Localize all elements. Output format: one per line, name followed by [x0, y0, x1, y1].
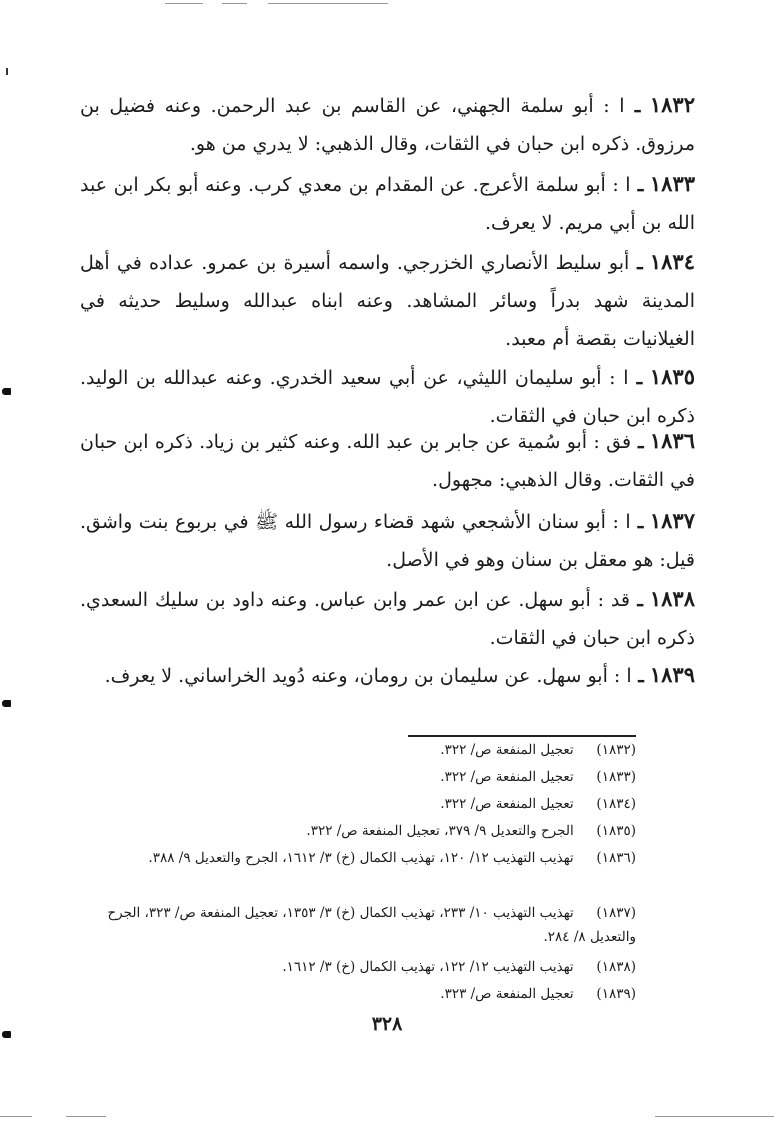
- entry-number: ١٨٣٥: [649, 364, 695, 389]
- footnote-ref: (١٨٣٥): [596, 823, 636, 839]
- footnote-ref: (١٨٣٤): [596, 796, 636, 812]
- footnote-ref: (١٨٣٦): [596, 850, 636, 866]
- footnote-separator: [408, 735, 636, 737]
- entry-1836: [80, 422, 695, 499]
- entry-dash: ـ: [628, 367, 643, 389]
- margin-tick-mark: [6, 68, 8, 75]
- entry-dash: ـ: [624, 95, 641, 117]
- footnote-text: تعجيل المنفعة ص/ ٣٢٣.: [440, 986, 574, 1002]
- footnote-text: تهذيب التهذيب ١٠/ ٢٣٣، تهذيب الكمال (خ) ٣/ ١٣٥٣، تعجيل المنفعة ص/ ٣٢٣، الجرح والتعديل ٨/ ٢٨٤.: [107, 905, 636, 945]
- footnote-1835: [80, 819, 636, 843]
- entry-1837: [80, 502, 695, 579]
- footnote-text: تهذيب التهذيب ١٢/ ١٢٢، تهذيب الكمال (خ) ٣/ ١٦١٢.: [282, 959, 574, 975]
- entry-1832: [80, 86, 695, 163]
- footnote-ref: (١٨٣٢): [596, 742, 636, 758]
- entry-number: ١٨٣٩: [649, 662, 695, 687]
- entry-number: ١٨٣٣: [649, 171, 696, 196]
- entry-1838: [80, 580, 695, 657]
- page-number: ٣٢٨: [371, 1013, 403, 1035]
- entry-number: ١٨٣٨: [649, 586, 695, 611]
- footnote-ref: (١٨٣٧): [596, 905, 636, 921]
- entry-dash: ـ: [629, 589, 643, 611]
- entry-number: ١٨٣٧: [649, 508, 695, 533]
- entry-text: فق : أبو سُمية عن جابر بن عبد الله. وعنه كثير بن زياد. ذكره ابن حبان في الثقات. وقال الذهبي: مجهول.: [80, 431, 695, 491]
- footnote-text: تعجيل المنفعة ص/ ٣٢٢.: [440, 796, 574, 812]
- footnote-text: تعجيل المنفعة ص/ ٣٢٢.: [440, 742, 574, 758]
- entry-1834: [80, 243, 695, 358]
- entry-dash: ـ: [630, 174, 644, 196]
- entry-text: ا : أبو سهل. عن سليمان بن رومان، وعنه دُويد الخراساني. لا يعرف.: [104, 665, 632, 687]
- footnote-1834: [80, 792, 636, 816]
- entry-number: ١٨٣٢: [649, 92, 695, 117]
- entry-dash: ـ: [631, 431, 644, 453]
- entry-1833: [80, 165, 695, 242]
- footnote-1832: [80, 738, 636, 762]
- scan-edge-line: [66, 1116, 106, 1117]
- footnote-1839: [80, 982, 636, 1006]
- scan-edge-line: [655, 1116, 774, 1117]
- footnote-text: الجرح والتعديل ٩/ ٣٧٩، تعجيل المنفعة ص/ ٣٢٢.: [306, 823, 574, 839]
- entry-text: أبو سليط الأنصاري الخزرجي. واسمه أسيرة بن عمرو. عداده في أهل المدينة شهد بدراً وسائر المشاهد. وعنه ابناه عبدالله وسليط حديثه في الغيلانيات بقصة أم معبد.: [80, 252, 695, 350]
- footnote-text: تهذيب التهذيب ١٢/ ١٢٠، تهذيب الكمال (خ) ٣/ ١٦١٢، الجرح والتعديل ٩/ ٣٨٨.: [148, 850, 574, 866]
- entry-dash: ـ: [631, 665, 644, 687]
- entry-text: ا : أبو سليمان الليثي، عن أبي سعيد الخدري. وعنه عبدالله بن الوليد. ذكره ابن حبان في الثقات.: [80, 367, 695, 427]
- scan-edge-line: [268, 3, 388, 4]
- footnote-ref: (١٨٣٩): [596, 986, 636, 1002]
- footnote-ref: (١٨٣٣): [596, 769, 636, 785]
- entry-dash: ـ: [630, 511, 644, 533]
- entry-text: ا : أبو سنان الأشجعي شهد قضاء رسول الله ﷺ في بربوع بنت واشق. قيل: هو معقل بن سنان وهو في الأصل.: [80, 511, 695, 571]
- entry-number: ١٨٣٦: [649, 428, 695, 453]
- entry-text: قد : أبو سهل. عن ابن عمر وابن عباس. وعنه داود بن سليك السعدي. ذكره ابن حبان في الثقات.: [80, 589, 695, 649]
- entry-1839: [80, 656, 695, 695]
- binding-hole-mark: [2, 388, 11, 395]
- binding-hole-mark: [2, 700, 11, 707]
- entry-number: ١٨٣٤: [649, 249, 695, 274]
- entry-text: ا : أبو سلمة الأعرج. عن المقدام بن معدي كرب. وعنه أبو بكر ابن عبد الله بن أبي مريم. لا يعرف.: [80, 174, 695, 234]
- entry-dash: ـ: [629, 252, 643, 274]
- entry-text: ا : أبو سلمة الجهني، عن القاسم بن عبد الرحمن. وعنه فضيل بن مرزوق. ذكره ابن حبان في الثقات، وقال الذهبي: لا يدري من هو.: [80, 95, 695, 155]
- footnote-1838: [80, 955, 636, 979]
- scan-edge-line: [222, 3, 247, 4]
- footnote-text: تعجيل المنفعة ص/ ٣٢٢.: [440, 769, 574, 785]
- scan-edge-line: [0, 1116, 32, 1117]
- footnote-1837: [80, 901, 636, 949]
- footnote-1836: [80, 846, 636, 870]
- footnote-1833: [80, 765, 636, 789]
- footnote-ref: (١٨٣٨): [596, 959, 636, 975]
- scan-edge-line: [165, 3, 203, 4]
